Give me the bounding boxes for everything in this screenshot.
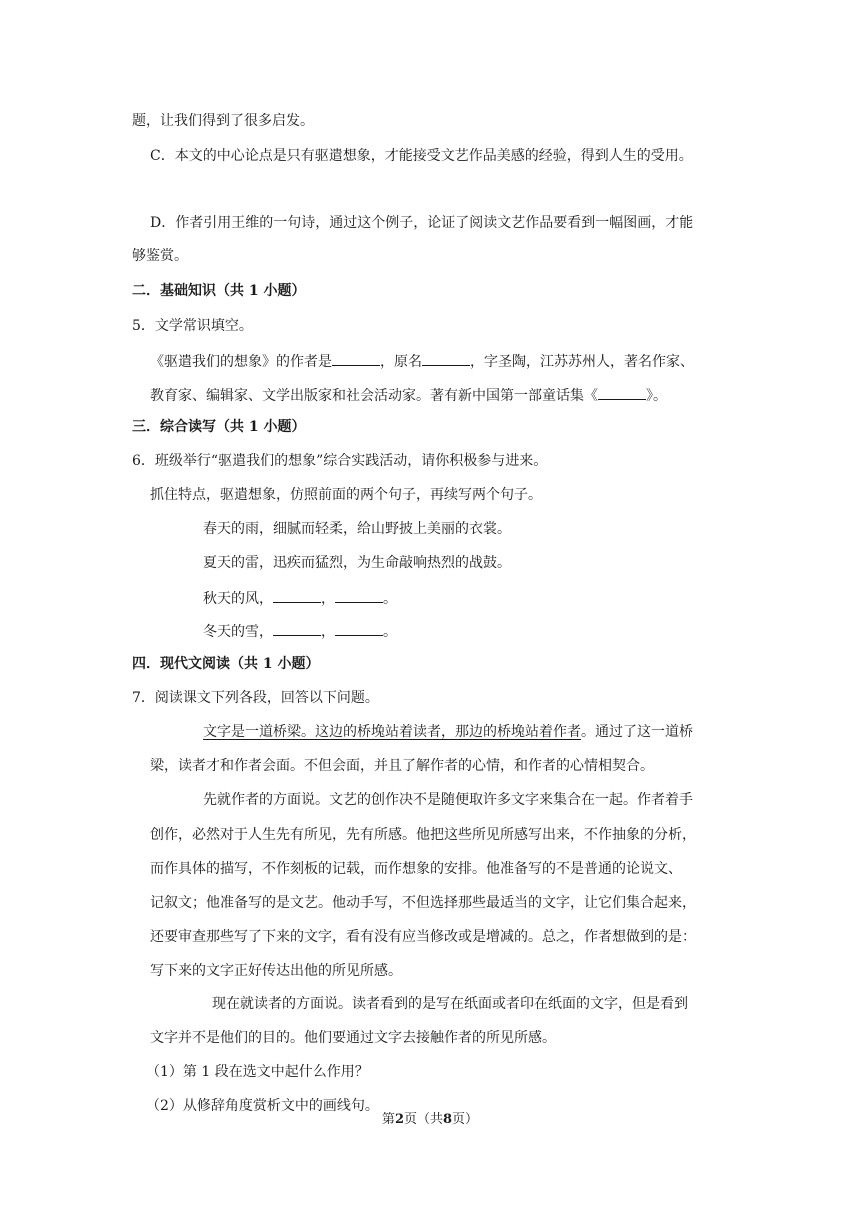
passage-p2-line2: 创作，必然对于人生先有所见，先有所感。他把这些所见所感写出来，不作抽象的分析， xyxy=(150,827,696,843)
autumn-period: 。 xyxy=(383,591,397,607)
answer-blank-winter-2[interactable] xyxy=(335,621,383,636)
q4-option-d-line2: 够鉴赏。 xyxy=(132,248,188,264)
answer-blank-autumn-2[interactable] xyxy=(335,588,383,603)
q6-stem: 6．班级举行“驱遣我们的想象”综合实践活动，请你积极参与进来。 xyxy=(132,453,548,469)
p1-rest: 。通过了这一道桥 xyxy=(581,724,693,740)
underlined-sentence: 文字是一道桥梁。这边的桥堍站着读者，那边的桥堍站着作者 xyxy=(203,724,581,740)
answer-blank-original-name[interactable] xyxy=(422,351,470,366)
answer-blank-fairy-tale[interactable] xyxy=(598,385,646,400)
q5-line2 xyxy=(150,385,667,405)
section-heading-reading-writing: 三．综合读写（共 1 小题） xyxy=(132,419,306,435)
q5-text-e: 》。 xyxy=(646,388,667,404)
q4-option-d-line1: D．作者引用王维的一句诗，通过这个例子，论证了阅读文艺作品要看到一幅图画，才能 xyxy=(150,215,694,231)
page-footer xyxy=(0,1112,860,1128)
q5-text-b: ，原名 xyxy=(380,354,422,370)
q5-line1 xyxy=(150,351,694,371)
q7-stem: 7．阅读课文下列各段，回答以下问题。 xyxy=(132,690,379,706)
footer-pre: 第 xyxy=(381,1112,395,1127)
passage-p2-line1: 先就作者的方面说。文艺的创作决不是随便取许多文字来集合在一起。作者着手 xyxy=(203,792,693,808)
passage-p1-line2: 梁，读者才和作者会面。不但会面，并且了解作者的心情，和作者的心情相契合。 xyxy=(150,758,654,774)
winter-lead: 冬天的雪， xyxy=(203,624,273,640)
answer-blank-author[interactable] xyxy=(332,351,380,366)
autumn-lead: 秋天的风， xyxy=(203,591,273,607)
winter-period: 。 xyxy=(383,624,397,640)
section-heading-basics: 二．基础知识（共 1 小题） xyxy=(132,283,306,299)
passage-p1-line1 xyxy=(203,723,693,741)
q6-sentence-winter xyxy=(203,621,397,641)
q4-continuation: 题，让我们得到了很多启发。 xyxy=(132,113,314,129)
q6-sentence-summer: 夏天的雷，迅疾而猛烈，为生命敲响热烈的战鼓。 xyxy=(203,555,511,571)
q5-text-d: 教育家、编辑家、文学出版家和社会活动家。著有新中国第一部童话集《 xyxy=(150,388,598,404)
q7-subquestion-2: （2）从修辞角度赏析文中的画线句。 xyxy=(146,1098,379,1114)
q5-stem: 5．文学常识填空。 xyxy=(132,318,253,334)
footer-post: 页） xyxy=(452,1112,479,1127)
q6-sentence-autumn xyxy=(203,588,397,608)
answer-blank-autumn-1[interactable] xyxy=(273,588,321,603)
q6-sentence-spring: 春天的雨，细腻而轻柔，给山野披上美丽的衣裳。 xyxy=(203,521,511,537)
passage-p2-line6: 写下来的文字正好传达出他的所见所感。 xyxy=(150,963,402,979)
q6-instruction: 抓住特点，驱遣想象，仿照前面的两个句子，再续写两个句子。 xyxy=(150,487,542,503)
winter-comma: ， xyxy=(321,624,335,640)
footer-total-pages: 8 xyxy=(443,1112,453,1127)
answer-blank-winter-1[interactable] xyxy=(273,621,321,636)
footer-mid: 页（共 xyxy=(403,1112,443,1127)
q5-text-a: 《驱遣我们的想象》的作者是 xyxy=(150,354,332,370)
q5-text-c: ，字圣陶，江苏苏州人，著名作家、 xyxy=(470,354,694,370)
section-heading-modern-reading: 四．现代文阅读（共 1 小题） xyxy=(132,656,320,672)
autumn-comma: ， xyxy=(321,591,335,607)
passage-p2-line5: 还要审查那些写了下来的文字，看有没有应当修改或是增减的。总之，作者想做到的是： xyxy=(150,929,696,945)
footer-page-number: 2 xyxy=(394,1112,404,1127)
q7-subquestion-1: （1）第 1 段在选文中起什么作用？ xyxy=(146,1064,369,1080)
passage-p2-line3: 而作具体的描写，不作刻板的记载，而作想象的安排。他准备写的不是普通的论说文、 xyxy=(150,861,682,877)
passage-p3-line1: 现在就读者的方面说。读者看到的是写在纸面或者印在纸面的文字，但是看到 xyxy=(212,996,688,1012)
passage-p2-line4: 记叙文；他准备写的是文艺。他动手写，不但选择那些最适当的文字，让它们集合起来， xyxy=(150,895,696,911)
q4-option-c: C．本文的中心论点是只有驱遣想象，才能接受文艺作品美感的经验，得到人生的受用。 xyxy=(150,148,693,164)
passage-p3-line2: 文字并不是他们的目的。他们要通过文字去接触作者的所见所感。 xyxy=(150,1030,556,1046)
